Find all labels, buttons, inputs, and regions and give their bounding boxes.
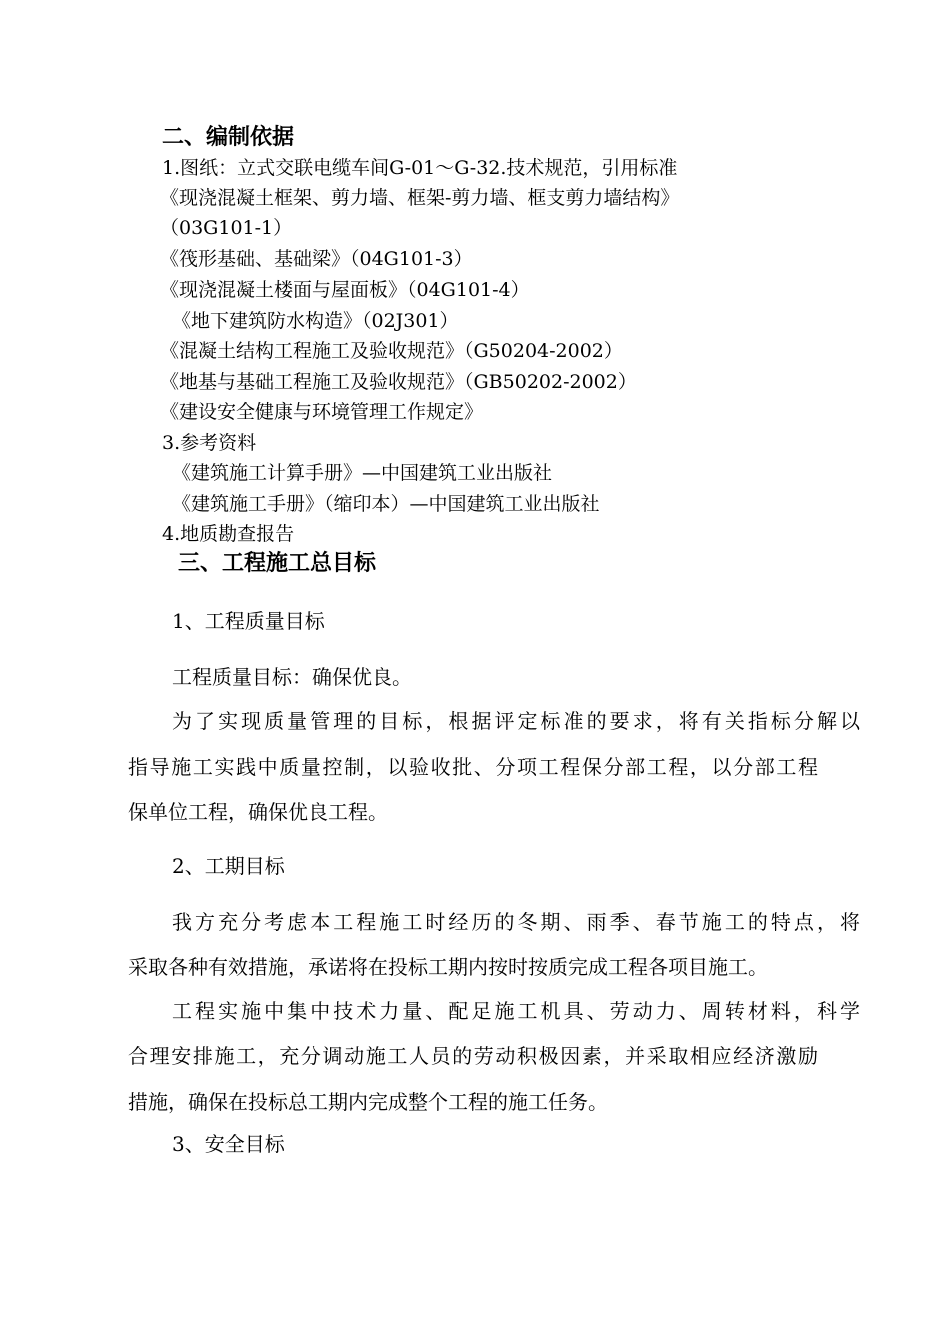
- paragraph-line: 合理安排施工，充分调动施工人员的劳动积极因素，并采取相应经济激励: [128, 1044, 818, 1068]
- subheading-safety: 3、安全目标: [172, 1132, 285, 1156]
- paragraph-line: 指导施工实践中质量控制，以验收批、分项工程保分部工程，以分部工程: [128, 755, 818, 779]
- basis-item-geology: 4.地质勘查报告: [162, 523, 295, 545]
- paragraph-line: 工程实施中集中技术力量、配足施工机具、劳动力、周转材料，科学: [172, 999, 860, 1023]
- paragraph-line: 措施，确保在投标总工期内完成整个工程的施工任务。: [128, 1090, 608, 1114]
- paragraph-line: 为了实现质量管理的目标，根据评定标准的要求，将有关指标分解以: [172, 709, 860, 733]
- basis-item-drawings: 1.图纸：立式交联电缆车间G-01～G-32.技术规范，引用标准: [162, 157, 678, 179]
- reference-book: 《建筑施工计算手册》—中国建筑工业出版社: [172, 462, 553, 484]
- reference-book: 《建筑施工手册》（缩印本）—中国建筑工业出版社: [172, 493, 600, 515]
- subheading-quality: 1、工程质量目标: [172, 609, 325, 633]
- standard-ref: 《混凝土结构工程施工及验收规范》（G50204-2002）: [160, 340, 623, 362]
- standard-ref: 《建设安全健康与环境管理工作规定》: [160, 401, 484, 423]
- standard-ref-code: （03G101-1）: [160, 217, 293, 239]
- standard-ref: 《地下建筑防水构造》（02J301）: [172, 310, 459, 332]
- quality-goal-text: 工程质量目标：确保优良。: [172, 665, 412, 689]
- standard-ref: 《筏形基础、基础梁》（04G101-3）: [160, 248, 473, 270]
- basis-item-references: 3.参考资料: [162, 432, 257, 454]
- paragraph-line: 保单位工程，确保优良工程。: [128, 800, 388, 824]
- standard-ref: 《地基与基础工程施工及验收规范》（GB50202-2002）: [160, 371, 637, 393]
- standard-ref: 《现浇混凝土框架、剪力墙、框架-剪力墙、框支剪力墙结构》: [160, 187, 680, 209]
- subheading-schedule: 2、工期目标: [172, 854, 285, 878]
- paragraph-line: 我方充分考虑本工程施工时经历的冬期、雨季、春节施工的特点，将: [172, 910, 860, 934]
- section-heading-basis: 二、编制依据: [162, 125, 295, 150]
- standard-ref: 《现浇混凝土楼面与屋面板》（04G101-4）: [160, 279, 530, 301]
- section-heading-goals: 三、工程施工总目标: [178, 551, 377, 576]
- paragraph-line: 采取各种有效措施，承诺将在投标工期内按时按质完成工程各项目施工。: [128, 955, 768, 979]
